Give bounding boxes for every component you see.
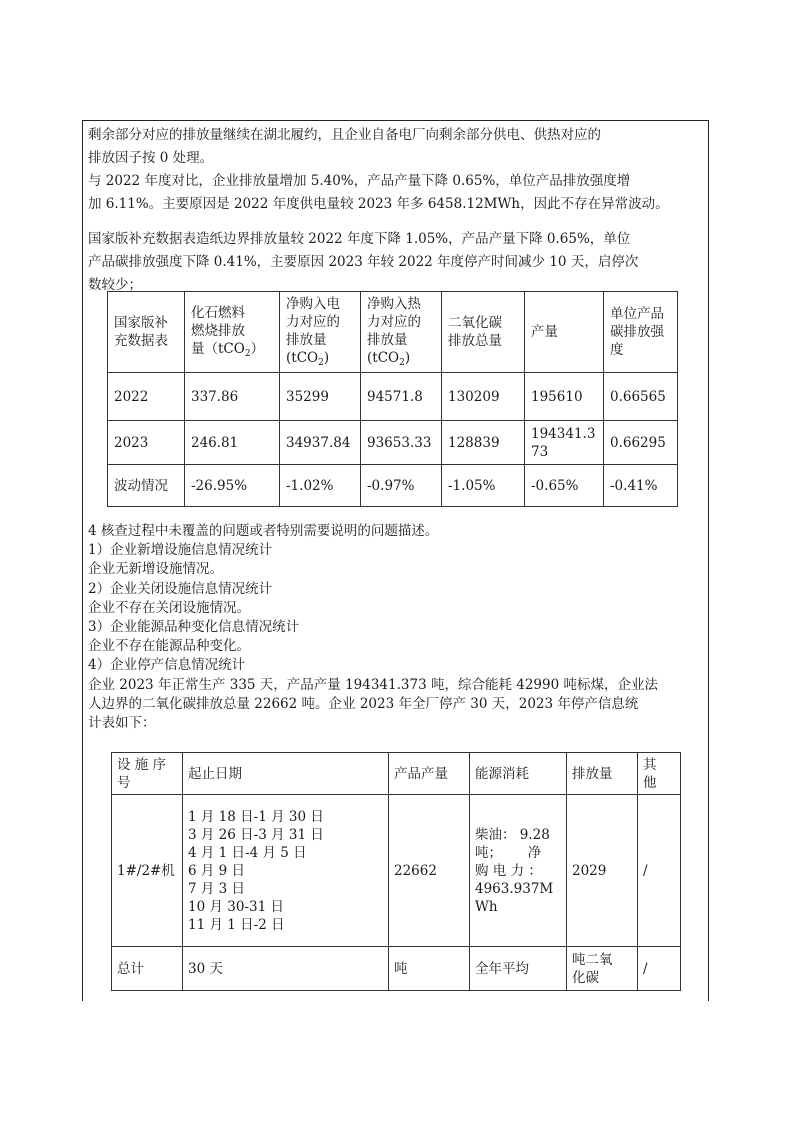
text-line: 数较少； bbox=[88, 277, 142, 293]
text-line: 3）企业能源品种变化信息情况统计 bbox=[88, 619, 300, 636]
text-line: 企业无新增设施情况。 bbox=[88, 561, 223, 578]
table-cell: 337.86 bbox=[185, 373, 280, 421]
header-cell: 二氧化碳 排放总量 bbox=[442, 292, 525, 373]
table-row bbox=[108, 373, 678, 421]
table-cell: 195610 bbox=[525, 373, 604, 421]
header-cell: 净购入热 力对应的 排放量 (tCO$_2$) bbox=[361, 292, 442, 373]
table-cell: 吨 bbox=[389, 947, 470, 991]
table-cell: 柴油： 9.28 吨； 净 购 电 力 ： 4963.937M Wh bbox=[470, 795, 567, 947]
table-cell: -0.97% bbox=[361, 465, 442, 507]
text-line: 计表如下： bbox=[88, 715, 156, 732]
table-cell: 1 月 18 日-1 月 30 日 3 月 26 日-3 月 31 日 4 月 1 日-4 月 5 日 6 月 9 日 7 月 3 日 10 月 30-31 日 11 月 1 日-2 日 bbox=[183, 795, 389, 947]
table-cell: 93653.33 bbox=[361, 421, 442, 465]
table-cell: 总计 bbox=[112, 947, 183, 991]
header-cell: 排放量 bbox=[567, 753, 638, 795]
table-cell: 94571.8 bbox=[361, 373, 442, 421]
table-cell: 22662 bbox=[389, 795, 470, 947]
table-cell: 30 天 bbox=[183, 947, 389, 991]
text-line: 剩余部分对应的排放量继续在湖北履约，且企业自备电厂向剩余部分供电、供热对应的 bbox=[88, 127, 601, 143]
table-header-row bbox=[112, 753, 681, 795]
header-cell: 国家版补 充数据表 bbox=[108, 292, 185, 373]
table-cell: -1.05% bbox=[442, 465, 525, 507]
header-cell: 能源消耗 bbox=[470, 753, 567, 795]
table-row bbox=[112, 795, 681, 947]
text-line: 企业不存在关闭设施情况。 bbox=[88, 599, 250, 616]
national-supplement-table bbox=[107, 291, 678, 507]
table-cell: 2029 bbox=[567, 795, 638, 947]
header-cell: 设 施 序 号 bbox=[112, 753, 183, 795]
text-line: 与 2022 年度对比，企业排放量增加 5.40%，产品产量下降 0.65%，单位产品排放强度增 bbox=[88, 173, 631, 189]
table-cell: 1#/2#机 bbox=[112, 795, 183, 947]
table-cell: -0.41% bbox=[604, 465, 678, 507]
table-cell: / bbox=[638, 947, 681, 991]
table-cell: -26.95% bbox=[185, 465, 280, 507]
paragraph-comparison bbox=[88, 124, 700, 216]
text-line: 企业不存在能源品种变化。 bbox=[88, 638, 250, 655]
header-cell: 化石燃料 燃烧排放 量（tCO$_2$） bbox=[185, 292, 280, 373]
paragraph-national-table bbox=[88, 228, 700, 297]
table-row bbox=[108, 465, 678, 507]
header-cell: 产品产量 bbox=[389, 753, 470, 795]
table-cell: / bbox=[638, 795, 681, 947]
table-row bbox=[112, 947, 681, 991]
header-cell: 起止日期 bbox=[183, 753, 389, 795]
table-cell: 130209 bbox=[442, 373, 525, 421]
header-cell: 产量 bbox=[525, 292, 604, 373]
text-line: 产品碳排放强度下降 0.41%，主要原因 2023 年较 2022 年度停产时间减少 10 天，启停次 bbox=[88, 254, 639, 270]
text-line: 加 6.11%。主要原因是 2022 年度供电量较 2023 年多 6458.12MWh，因此不存在异常波动。 bbox=[88, 196, 669, 212]
table-cell: 34937.84 bbox=[280, 421, 361, 465]
text-line: 2）企业关闭设施信息情况统计 bbox=[88, 580, 273, 597]
table-cell: 128839 bbox=[442, 421, 525, 465]
header-cell: 其 他 bbox=[638, 753, 681, 795]
section-4 bbox=[88, 522, 700, 733]
text-line: 4）企业停产信息情况统计 bbox=[88, 657, 246, 674]
table-header-row bbox=[108, 292, 678, 373]
table-cell: -1.02% bbox=[280, 465, 361, 507]
table-cell: 波动情况 bbox=[108, 465, 185, 507]
text-line: 1）企业新增设施信息情况统计 bbox=[88, 542, 273, 559]
table-cell: 246.81 bbox=[185, 421, 280, 465]
table-cell: 吨二氧 化碳 bbox=[567, 947, 638, 991]
table-cell: 全年平均 bbox=[470, 947, 567, 991]
header-cell: 净购入电 力对应的 排放量 (tCO$_2$) bbox=[280, 292, 361, 373]
text-line: 人边界的二氧化碳排放总量 22662 吨。企业 2023 年全厂停产 30 天，2023 年停产信息统 bbox=[88, 695, 639, 712]
text-line: 国家版补充数据表造纸边界排放量较 2022 年度下降 1.05%，产品产量下降 0.65%，单位 bbox=[88, 231, 631, 247]
shutdown-table bbox=[111, 752, 681, 991]
table-cell: 35299 bbox=[280, 373, 361, 421]
section-heading: 4 核查过程中未覆盖的问题或者特别需要说明的问题描述。 bbox=[88, 523, 439, 539]
table-cell: 2022 bbox=[108, 373, 185, 421]
table-cell: 0.66565 bbox=[604, 373, 678, 421]
table-cell: -0.65% bbox=[525, 465, 604, 507]
table-row bbox=[108, 421, 678, 465]
header-cell: 单位产品 碳排放强 度 bbox=[604, 292, 678, 373]
text-line: 企业 2023 年正常生产 335 天，产品产量 194341.373 吨，综合能耗 42990 吨标煤，企业法 bbox=[88, 676, 658, 693]
table-cell: 194341.3 73 bbox=[525, 421, 604, 465]
text-line: 排放因子按 0 处理。 bbox=[88, 150, 214, 166]
table-cell: 2023 bbox=[108, 421, 185, 465]
table-cell: 0.66295 bbox=[604, 421, 678, 465]
